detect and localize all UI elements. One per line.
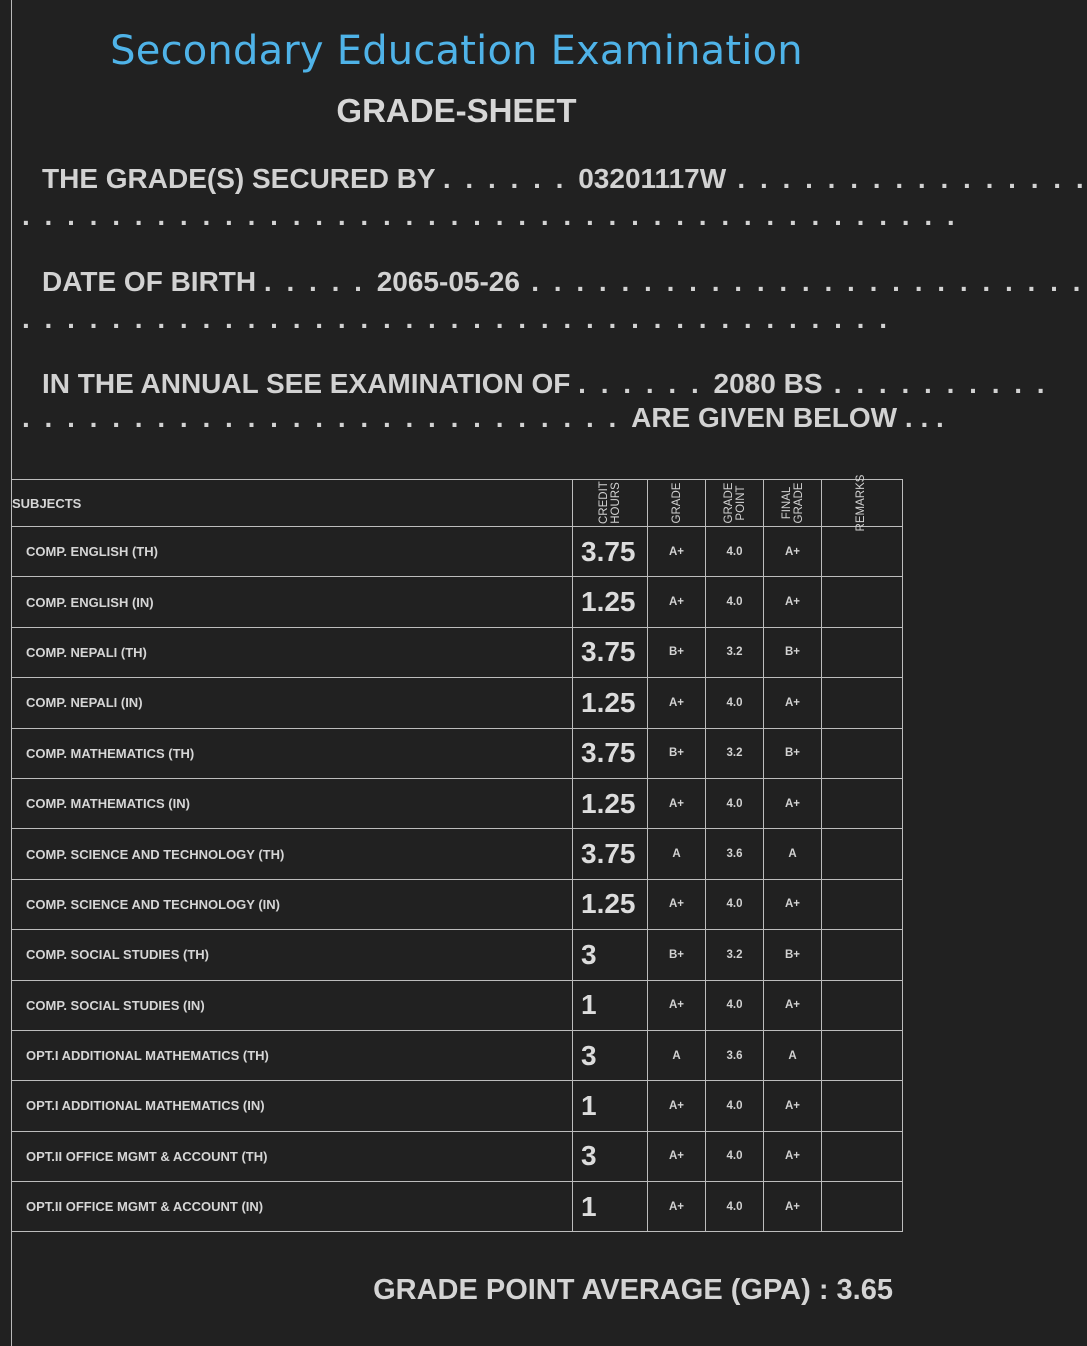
final-grade-cell: A+	[764, 1131, 822, 1181]
final-grade-cell: A	[764, 1030, 822, 1080]
grade-cell: A+	[648, 1182, 706, 1232]
credit-hours-cell: 1.25	[573, 879, 648, 929]
grade-cell: A+	[648, 1131, 706, 1181]
remarks-cell	[822, 829, 903, 879]
grade-point-cell: 4.0	[706, 1081, 764, 1131]
credit-hours-cell: 3.75	[573, 527, 648, 577]
remarks-cell	[822, 627, 903, 677]
grades-table	[11, 474, 903, 1232]
given-below-text: ARE GIVEN BELOW . . .	[631, 402, 944, 433]
table-row	[12, 879, 903, 929]
grade-point-cell: 4.0	[706, 1131, 764, 1181]
dob-value: 2065-05-26	[376, 266, 520, 297]
grade-cell: A+	[648, 879, 706, 929]
subject-cell: COMP. MATHEMATICS (TH)	[12, 728, 573, 778]
credit-hours-cell: 1.25	[573, 778, 648, 828]
dot-leader-row: . . . . . . . . . . . . . . . . . . . . . . . . . . . . . . . . . . . . . . . . . .	[22, 200, 959, 231]
remarks-cell	[822, 577, 903, 627]
header-grade-point: GRADE POINT	[706, 480, 764, 527]
credit-hours-cell: 1	[573, 1182, 648, 1232]
credit-hours-cell: 3.75	[573, 627, 648, 677]
exam-title: Secondary Education Examination	[110, 28, 803, 74]
remarks-cell	[822, 1182, 903, 1232]
subject-cell: COMP. SCIENCE AND TECHNOLOGY (TH)	[12, 829, 573, 879]
grade-point-cell: 4.0	[706, 778, 764, 828]
secured-by-label: THE GRADE(S) SECURED BY	[42, 163, 436, 194]
table-row	[12, 627, 903, 677]
final-grade-cell: A+	[764, 778, 822, 828]
remarks-cell	[822, 527, 903, 577]
gpa-line	[373, 1274, 893, 1307]
credit-hours-cell: 3.75	[573, 728, 648, 778]
final-grade-cell: A+	[764, 527, 822, 577]
table-row	[12, 930, 903, 980]
dob-line	[22, 266, 1084, 298]
final-grade-cell: B+	[764, 627, 822, 677]
given-below-line	[22, 402, 944, 434]
secured-by-line	[22, 163, 1087, 195]
final-grade-cell: A	[764, 829, 822, 879]
header-credit-hours: CREDIT HOURS	[573, 480, 648, 527]
table-row	[12, 577, 903, 627]
table-header-row	[12, 480, 903, 527]
dot-leader: . . . . . .	[442, 163, 579, 194]
dot-leader: . . . . . . . . . . . . . . . . . . . . . . . . . . .	[22, 402, 632, 433]
credit-hours-cell: 3	[573, 930, 648, 980]
grade-point-cell: 3.2	[706, 627, 764, 677]
credit-hours-cell: 1	[573, 980, 648, 1030]
dot-leader-row: . . . . . . . . . . . . . . . . . . . . . . . . . . . . . . . . . . . . . . .	[22, 303, 891, 334]
subject-cell: COMP. SOCIAL STUDIES (IN)	[12, 980, 573, 1030]
table-row	[12, 980, 903, 1030]
header-subjects: SUBJECTS	[12, 480, 573, 527]
credit-hours-cell: 1.25	[573, 678, 648, 728]
dot-leader: . . . . . . . . . . . . . . . .	[726, 163, 1087, 194]
table-row	[12, 728, 903, 778]
dot-leader: . . . . . .	[578, 368, 714, 399]
grade-point-cell: 3.6	[706, 829, 764, 879]
grade-cell: A+	[648, 678, 706, 728]
grade-cell: A+	[648, 778, 706, 828]
subject-cell: COMP. NEPALI (TH)	[12, 627, 573, 677]
gpa-label: GRADE POINT AVERAGE (GPA) :	[373, 1274, 829, 1306]
gpa-value: 3.65	[836, 1274, 893, 1306]
grade-point-cell: 4.0	[706, 1182, 764, 1232]
grade-sheet-subtitle: GRADE-SHEET	[336, 92, 577, 129]
remarks-cell	[822, 879, 903, 929]
credit-hours-cell: 3.75	[573, 829, 648, 879]
final-grade-cell: A+	[764, 980, 822, 1030]
remarks-cell	[822, 678, 903, 728]
subject-cell: COMP. SOCIAL STUDIES (TH)	[12, 930, 573, 980]
dot-leader: . . . . . . . . . . . . . . . . . . . . . . . . .	[519, 266, 1084, 297]
header-grade: GRADE	[648, 480, 706, 527]
grade-cell: A+	[648, 980, 706, 1030]
exam-label: IN THE ANNUAL SEE EXAMINATION OF	[42, 368, 571, 399]
grade-point-cell: 3.2	[706, 930, 764, 980]
grade-cell: B+	[648, 627, 706, 677]
grade-cell: A	[648, 1030, 706, 1080]
final-grade-cell: A+	[764, 678, 822, 728]
remarks-cell	[822, 728, 903, 778]
subject-cell: COMP. NEPALI (IN)	[12, 678, 573, 728]
grade-cell: A+	[648, 577, 706, 627]
grade-point-cell: 4.0	[706, 577, 764, 627]
grade-point-cell: 3.2	[706, 728, 764, 778]
credit-hours-cell: 3	[573, 1131, 648, 1181]
exam-line	[22, 368, 1049, 400]
grade-point-cell: 3.6	[706, 1030, 764, 1080]
final-grade-cell: B+	[764, 930, 822, 980]
grade-point-cell: 4.0	[706, 879, 764, 929]
subject-cell: OPT.II OFFICE MGMT & ACCOUNT (TH)	[12, 1131, 573, 1181]
dot-leader: . . . . .	[263, 266, 377, 297]
table-row	[12, 1131, 903, 1181]
dot-leader: . . . . . . . . . .	[822, 368, 1049, 399]
table-row	[12, 1030, 903, 1080]
remarks-cell	[822, 778, 903, 828]
table-row	[12, 1081, 903, 1131]
final-grade-cell: B+	[764, 728, 822, 778]
header-final-grade: FINAL GRADE	[764, 480, 822, 527]
grade-point-cell: 4.0	[706, 980, 764, 1030]
header-remarks: REMARKS	[822, 480, 903, 527]
final-grade-cell: A+	[764, 577, 822, 627]
grade-cell: A+	[648, 527, 706, 577]
table-row	[12, 829, 903, 879]
remarks-cell	[822, 1081, 903, 1131]
subject-cell: COMP. ENGLISH (TH)	[12, 527, 573, 577]
subject-cell: COMP. MATHEMATICS (IN)	[12, 778, 573, 828]
grade-cell: A	[648, 829, 706, 879]
grade-point-cell: 4.0	[706, 527, 764, 577]
table-row	[12, 778, 903, 828]
grade-cell: B+	[648, 930, 706, 980]
subject-cell: COMP. SCIENCE AND TECHNOLOGY (IN)	[12, 879, 573, 929]
table-row	[12, 527, 903, 577]
remarks-cell	[822, 930, 903, 980]
dob-label: DATE OF BIRTH	[42, 266, 257, 297]
final-grade-cell: A+	[764, 1081, 822, 1131]
symbol-number: 03201117W	[578, 163, 727, 194]
remarks-cell	[822, 980, 903, 1030]
final-grade-cell: A+	[764, 1182, 822, 1232]
subject-cell: COMP. ENGLISH (IN)	[12, 577, 573, 627]
final-grade-cell: A+	[764, 879, 822, 929]
grade-point-cell: 4.0	[706, 678, 764, 728]
credit-hours-cell: 1	[573, 1081, 648, 1131]
table-row	[12, 678, 903, 728]
remarks-cell	[822, 1030, 903, 1080]
grade-cell: B+	[648, 728, 706, 778]
subject-cell: OPT.I ADDITIONAL MATHEMATICS (TH)	[12, 1030, 573, 1080]
table-row	[12, 1182, 903, 1232]
credit-hours-cell: 3	[573, 1030, 648, 1080]
grade-cell: A+	[648, 1081, 706, 1131]
subject-cell: OPT.II OFFICE MGMT & ACCOUNT (IN)	[12, 1182, 573, 1232]
exam-year: 2080 BS	[713, 368, 823, 399]
remarks-cell	[822, 1131, 903, 1181]
credit-hours-cell: 1.25	[573, 577, 648, 627]
subject-cell: OPT.I ADDITIONAL MATHEMATICS (IN)	[12, 1081, 573, 1131]
